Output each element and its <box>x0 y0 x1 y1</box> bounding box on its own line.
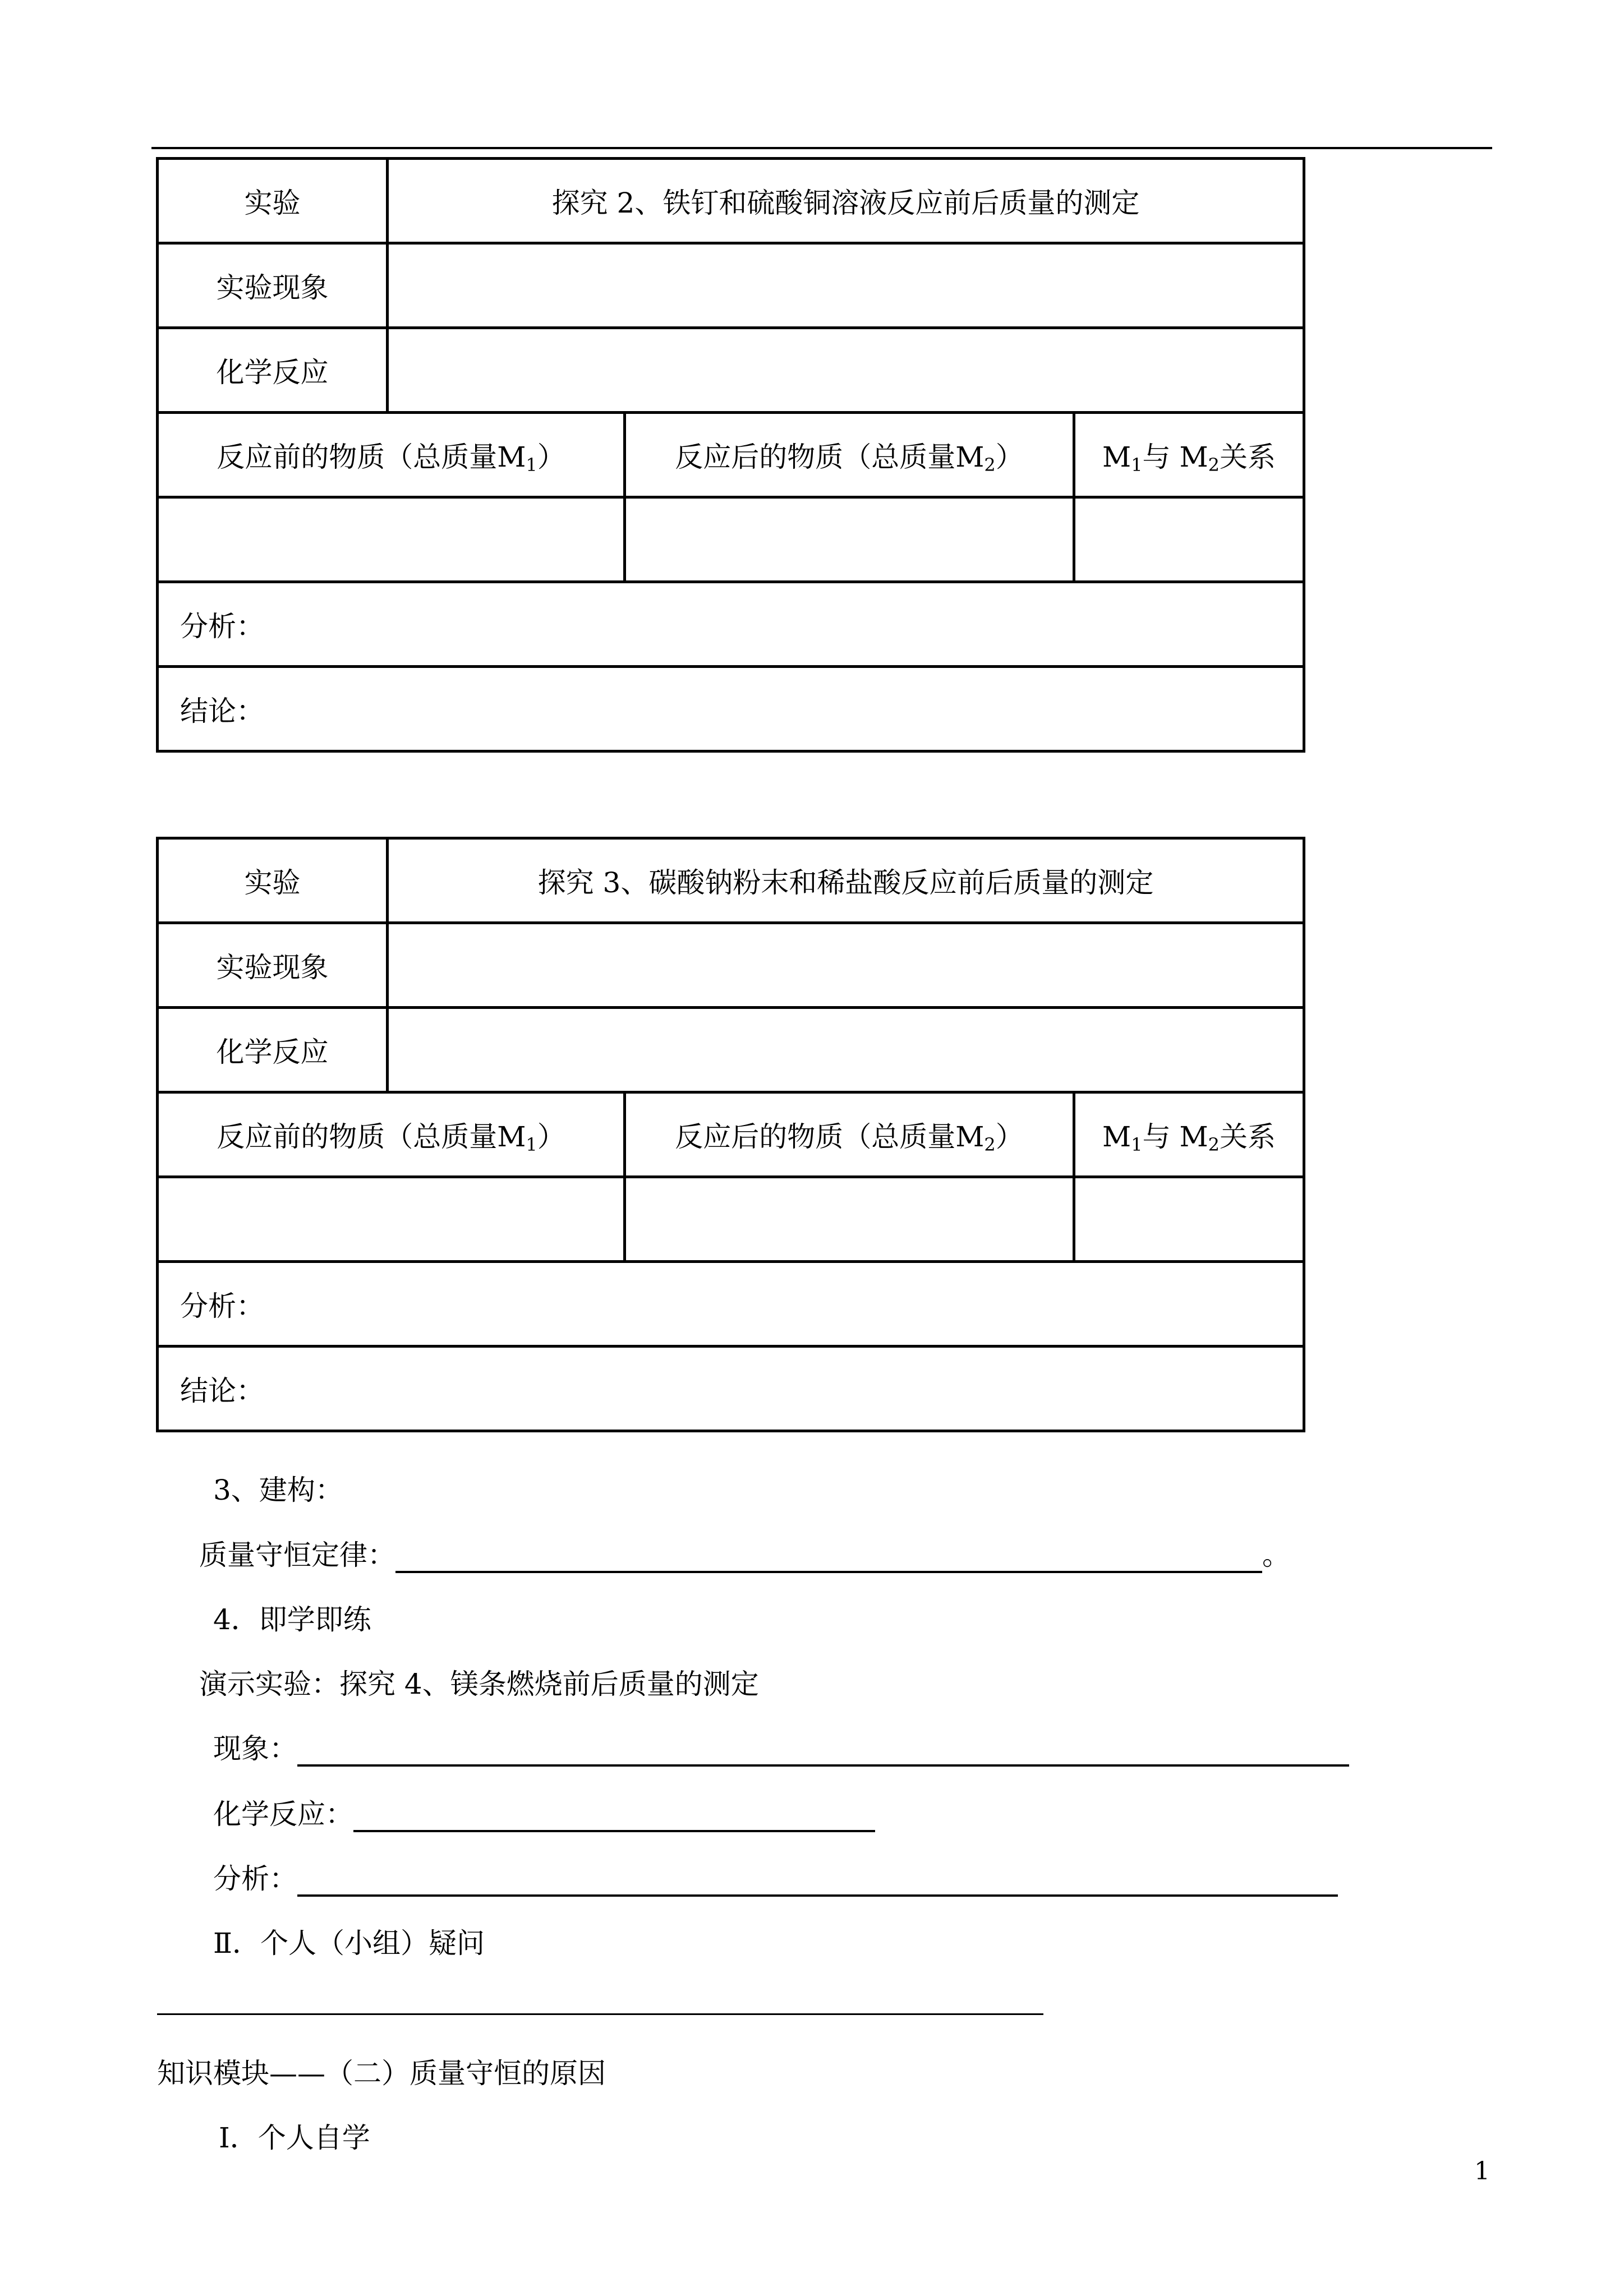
analysis-label: 分析： <box>213 1862 297 1895</box>
analysis-line <box>213 1856 1338 1897</box>
phenomenon-label: 实验现象 <box>158 243 388 328</box>
practice-heading: 4．即学即练 <box>213 1603 371 1636</box>
analysis-blank[interactable] <box>297 1865 1338 1897</box>
self-study-heading: Ⅰ．个人自学 <box>219 2122 370 2154</box>
phenomenon-blank[interactable] <box>388 923 1304 1008</box>
reaction-label: 化学反应： <box>213 1798 353 1831</box>
demo-line: 演示实验：探究 4、镁条燃烧前后质量的测定 <box>199 1668 759 1700</box>
reaction-label: 化学反应 <box>158 328 388 413</box>
after-mass-blank[interactable] <box>625 1177 1074 1262</box>
question-heading: Ⅱ．个人（小组）疑问 <box>213 1927 485 1960</box>
question-blank-line[interactable] <box>157 2013 1043 2015</box>
relation-header: $M_1$与 $M_2$关系 <box>1074 413 1304 497</box>
module-heading: 知识模块——（二）质量守恒的原因 <box>157 2057 606 2090</box>
construct-heading: 3、建构： <box>213 1474 343 1506</box>
analysis-row[interactable]: 分析： <box>158 1262 1304 1347</box>
header-rule <box>151 147 1492 149</box>
reaction-line <box>213 1792 875 1832</box>
experiment-table-3 <box>156 837 1305 1432</box>
reaction-label: 化学反应 <box>158 1008 388 1092</box>
law-line <box>199 1533 1290 1573</box>
before-mass-header: 反应前的物质（总质量$M_1$） <box>158 1092 625 1177</box>
reaction-blank[interactable] <box>353 1801 875 1832</box>
before-mass-header: 反应前的物质（总质量$M_1$） <box>158 413 625 497</box>
law-blank[interactable] <box>395 1542 1262 1573</box>
conclusion-row[interactable]: 结论： <box>158 667 1304 751</box>
experiment-title: 探究 2、铁钉和硫酸铜溶液反应前后质量的测定 <box>388 159 1304 243</box>
phenomenon-label: 实验现象 <box>158 923 388 1008</box>
before-mass-blank[interactable] <box>158 1177 625 1262</box>
reaction-blank[interactable] <box>388 1008 1304 1092</box>
law-label: 质量守恒定律： <box>199 1539 395 1571</box>
phenomenon-blank[interactable] <box>388 243 1304 328</box>
experiment-table-2 <box>156 157 1305 753</box>
after-mass-header: 反应后的物质（总质量$M_2$） <box>625 413 1074 497</box>
after-mass-header: 反应后的物质（总质量$M_2$） <box>625 1092 1074 1177</box>
law-end: 。 <box>1262 1539 1290 1571</box>
relation-blank[interactable] <box>1074 1177 1304 1262</box>
reaction-blank[interactable] <box>388 328 1304 413</box>
phenomenon-label: 现象： <box>213 1732 297 1765</box>
experiment-title: 探究 3、碳酸钠粉末和稀盐酸反应前后质量的测定 <box>388 838 1304 923</box>
before-mass-blank[interactable] <box>158 497 625 582</box>
phenomenon-line <box>213 1726 1349 1767</box>
page-number: 1 <box>1474 2157 1490 2186</box>
after-mass-blank[interactable] <box>625 497 1074 582</box>
phenomenon-blank[interactable] <box>297 1735 1349 1767</box>
relation-blank[interactable] <box>1074 497 1304 582</box>
relation-header: $M_1$与 $M_2$关系 <box>1074 1092 1304 1177</box>
analysis-row[interactable]: 分析： <box>158 582 1304 667</box>
conclusion-row[interactable]: 结论： <box>158 1347 1304 1431</box>
experiment-label: 实验 <box>158 838 388 923</box>
experiment-label: 实验 <box>158 159 388 243</box>
